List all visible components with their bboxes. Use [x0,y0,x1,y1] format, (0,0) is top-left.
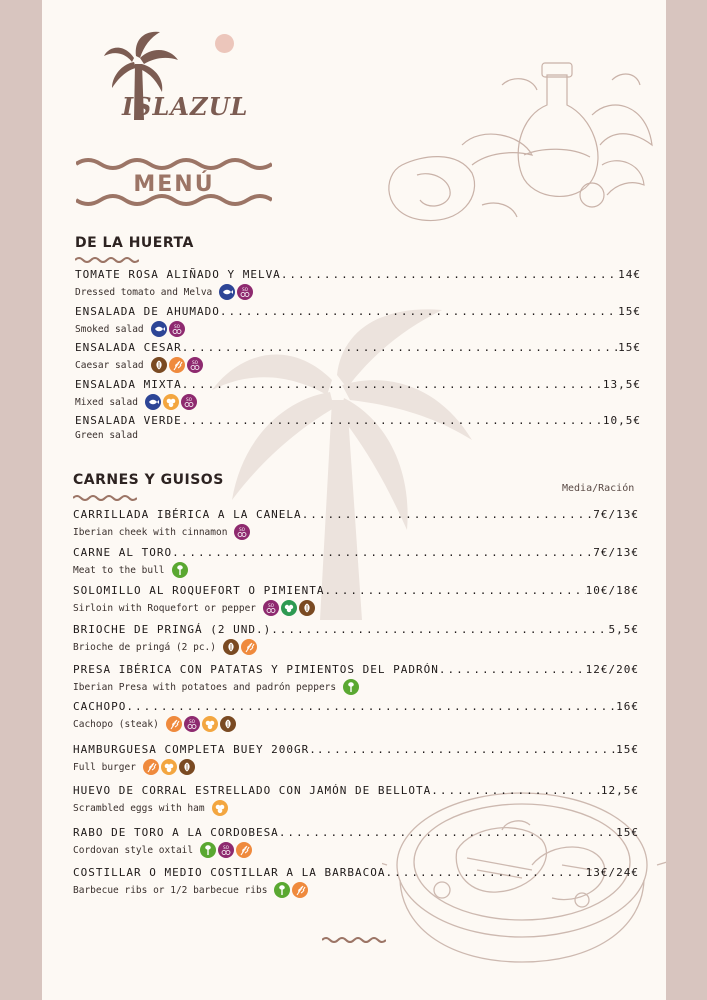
menu-item-price: 7€/13€ [593,508,639,521]
menu-item [73,663,639,695]
svg-text:SO: SO [173,324,180,329]
celery-icon [172,562,188,578]
menu-item-price: 15€ [618,305,641,318]
sulphite-icon [234,524,250,540]
menu-item [73,623,639,655]
gluten-icon [241,639,257,655]
menu-item-description: Meat to the bull [73,564,165,576]
svg-text:SO: SO [186,397,192,402]
allergen-icons [151,321,185,337]
svg-text:SO: SO [191,360,198,365]
menu-item-description: Caesar salad [75,359,144,371]
dot-leader [172,546,593,559]
nuts-icon [220,716,236,732]
fish-icon [151,321,167,337]
gluten-icon [169,357,185,373]
egg-icon [212,800,228,816]
menu-item-description: Scrambled eggs with ham [73,802,205,814]
allergen-icons [145,394,197,410]
dot-leader [386,866,586,879]
menu-item-name: ENSALADA VERDE [75,414,182,427]
menu-item-price: 13,5€ [602,378,641,391]
dot-leader [431,784,601,797]
menu-item-name: TOMATE ROSA ALIÑADO Y MELVA [75,268,281,281]
allergen-icons [200,842,252,858]
menu-item [75,305,641,337]
celery-icon [200,842,216,858]
dot-leader [271,623,608,636]
menu-item-description-row [73,716,639,732]
menu-item-price: 15€ [616,826,639,839]
menu-item-name: CACHOPO [73,700,127,713]
section-title-huerta: DE LA HUERTA [75,235,194,251]
nuts-icon [179,759,195,775]
menu-item-price: 10€/18€ [585,584,639,597]
menu-item-line [73,826,639,839]
menu-item-description: Smoked salad [75,323,144,335]
menu-item-line [73,623,639,636]
menu-item [73,826,639,858]
menu-item [75,341,641,373]
portion-size-note: Media/Ración [562,483,635,494]
dot-leader [126,700,616,713]
menu-item-price: 14€ [618,268,641,281]
menu-item-line [73,784,639,797]
allergen-icons [219,284,253,300]
menu-item-name: SOLOMILLO AL ROQUEFORT O PIMIENTA [73,584,325,597]
menu-item-line [73,866,639,879]
allergen-icons [151,357,203,373]
sulphite-icon [169,321,185,337]
menu-item-description-row [75,284,641,300]
menu-item-description: Full burger [73,761,136,773]
menu-item-description-row [75,357,641,373]
menu-item [73,866,639,898]
svg-text:SO: SO [223,845,229,850]
sulphite-icon [263,600,279,616]
dot-leader [281,268,618,281]
menu-item-price: 15€ [616,743,639,756]
sulphite-icon [218,842,234,858]
svg-text:SO: SO [188,719,195,724]
dot-leader [182,378,603,391]
menu-item-description: Cordovan style oxtail [73,844,194,856]
menu-item-description: Mixed salad [75,396,138,408]
gluten-icon [292,882,308,898]
menu-item-description: Iberian Presa with potatoes and padrón peppers [73,681,337,693]
menu-item-line [73,743,639,756]
menu-item-line [73,700,639,713]
menu-item [73,584,639,616]
fish-icon [145,394,161,410]
vegetables-sketch-icon [362,55,662,235]
menu-item-description-row [73,800,639,816]
menu-item [73,700,639,732]
allergen-icons [172,562,188,578]
menu-item [73,546,639,578]
egg-icon [161,759,177,775]
menu-item-description-row [73,759,639,775]
dot-leader [325,584,586,597]
menu-item-description-row [73,562,639,578]
menu-item-name: HUEVO DE CORRAL ESTRELLADO CON JAMÓN DE BELLOTA [73,784,432,797]
egg-icon [202,716,218,732]
gluten-icon [143,759,159,775]
allergen-icons [212,800,228,816]
menu-item-name: PRESA IBÉRICA CON PATATAS Y PIMIENTOS DEL PADRÓN [73,663,439,676]
dot-leader [220,305,618,318]
menu-item-description-row [75,321,641,337]
allergen-icons [234,524,250,540]
sulphite-icon [184,716,200,732]
menu-item-description-row [75,430,641,441]
menu-item-name: ENSALADA CESAR [75,341,182,354]
menu-item [73,508,639,540]
celery-icon [343,679,359,695]
section-squiggle-icon [75,256,139,264]
menu-item-price: 16€ [616,700,639,713]
menu-item-name: HAMBURGUESA COMPLETA BUEY 200GR. [73,743,317,756]
section-title-carnes: CARNES Y GUISOS [73,472,224,488]
menu-item-name: CARRILLADA IBÉRICA A LA CANELA [73,508,302,521]
dot-leader [279,826,616,839]
gluten-icon [236,842,252,858]
menu-item-name: COSTILLAR O MEDIO COSTILLAR A LA BARBACOA [73,866,386,879]
mustard-icon [281,600,297,616]
allergen-icons [274,882,308,898]
menu-title: MENÚ [133,172,215,197]
menu-item [75,414,641,441]
menu-item-description: Dressed tomato and Melva [75,286,213,298]
allergen-icons [166,716,236,732]
menu-item-line [75,341,641,354]
menu-item-line [75,305,641,318]
menu-item-name: BRIOCHE DE PRINGÁ (2 UND.) [73,623,272,636]
menu-item [73,743,639,775]
menu-item [75,378,641,410]
allergen-icons [263,600,315,616]
allergen-icons [143,759,195,775]
menu-item-price: 5,5€ [608,623,639,636]
menu-item-description-row [73,524,639,540]
svg-text:SO: SO [242,287,249,292]
menu-page [42,0,666,1000]
menu-item-description: Iberian cheek with cinnamon [73,526,228,538]
egg-icon [163,394,179,410]
nuts-icon [151,357,167,373]
menu-item-price: 12,5€ [600,784,639,797]
allergen-icons [223,639,257,655]
menu-item-price: 12€/20€ [585,663,639,676]
menu-item-line [73,546,639,559]
menu-item-name: CARNE AL TORO [73,546,173,559]
menu-item-description: Green salad [75,430,138,441]
menu-item-price: 10,5€ [602,414,641,427]
dot-leader [439,663,586,676]
celery-icon [274,882,290,898]
menu-item-line [73,663,639,676]
sun-decoration-icon [215,34,234,53]
footer-squiggle-icon [322,936,386,944]
menu-item-line [73,584,639,597]
brand-logo-text: ISLAZUL [122,92,249,121]
menu-item [73,784,639,816]
nuts-icon [299,600,315,616]
menu-item-line [75,268,641,281]
dot-leader [182,341,618,354]
menu-item-description-row [73,882,639,898]
menu-item-line [75,414,641,427]
menu-item-name: ENSALADA DE AHUMADO [75,305,220,318]
menu-item-description: Sirloin with Roquefort or pepper [73,602,257,614]
menu-item-description-row [73,600,639,616]
menu-item-description-row [73,639,639,655]
dot-leader [317,743,616,756]
menu-item-price: 13€/24€ [585,866,639,879]
sulphite-icon [237,284,253,300]
menu-item-description: Brioche de pringá (2 pc.) [73,641,216,653]
dot-leader [302,508,594,521]
menu-item-description: Cachopo (steak) [73,718,159,730]
menu-item-price: 15€ [618,341,641,354]
menu-item-name: RABO DE TORO A LA CORDOBESA [73,826,279,839]
menu-item [75,268,641,300]
nuts-icon [223,639,239,655]
menu-item-description-row [73,679,639,695]
menu-item-price: 7€/13€ [593,546,639,559]
menu-item-description: Barbecue ribs or 1/2 barbecue ribs [73,884,268,896]
gluten-icon [166,716,182,732]
menu-item-description-row [75,394,641,410]
sulphite-icon [187,357,203,373]
allergen-icons [343,679,359,695]
menu-item-name: ENSALADA MIXTA [75,378,182,391]
svg-text:SO: SO [239,527,246,532]
dot-leader [182,414,603,427]
menu-item-line [75,378,641,391]
section-squiggle-icon [73,494,137,502]
svg-text:SO: SO [268,603,274,608]
fish-icon [219,284,235,300]
menu-item-description-row [73,842,639,858]
menu-item-line [73,508,639,521]
sulphite-icon [181,394,197,410]
